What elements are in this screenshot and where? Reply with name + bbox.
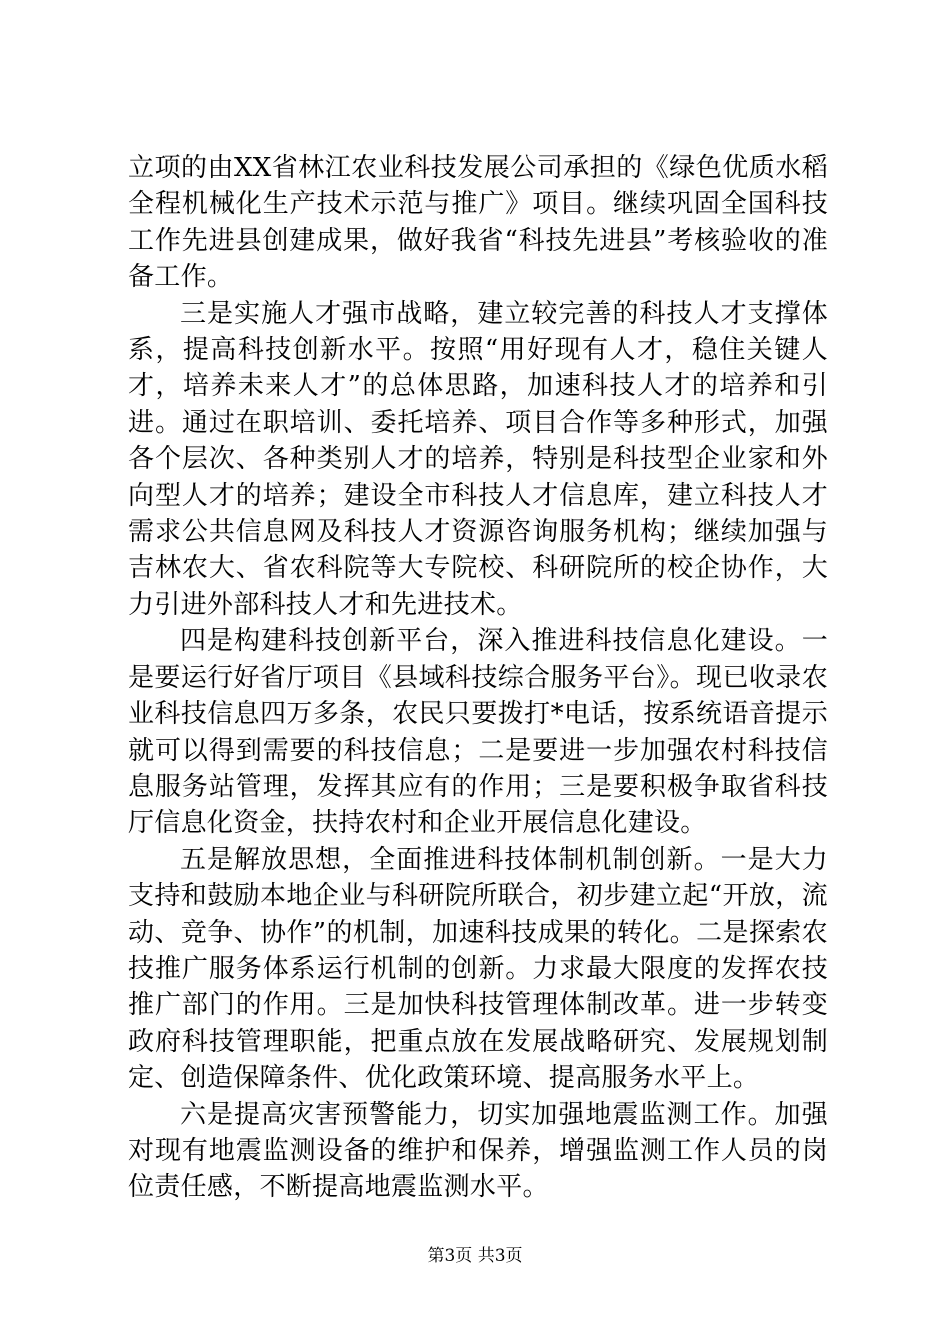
paragraph-item-four: 四是构建科技创新平台，深入推进科技信息化建设。一是要运行好省厅项目《县域科技综合服务平台》。现已收录农业科技信息四万多条，农民只要拨打*电话，按系统语音提示就可以得到需要的科技信息；二是要进一步加强农村科技信息服务站管理，发挥其应有的作用；三是要积极争取省科技厅信息化资金，扶持农村和企业开展信息化建设。: [128, 626, 828, 839]
document-body: [128, 150, 828, 1206]
paragraph-continuation: 立项的由XX省林江农业科技发展公司承担的《绿色优质水稻全程机械化生产技术示范与推广》项目。继续巩固全国科技工作先进县创建成果，做好我省“科技先进县”考核验收的准备工作。: [128, 153, 828, 293]
paragraph-item-six: 六是提高灾害预警能力，切实加强地震监测工作。加强对现有地震监测设备的维护和保养，增强监测工作人员的岗位责任感，不断提高地震监测水平。: [128, 1099, 828, 1203]
paragraph-item-five: 五是解放思想，全面推进科技体制机制创新。一是大力支持和鼓励本地企业与科研院所联合，初步建立起“开放，流动、竞争、协作”的机制，加速科技成果的转化。二是探索农技推广服务体系运行机制的创新。力求最大限度的发挥农技推广部门的作用。三是加快科技管理体制改革。进一步转变政府科技管理职能，把重点放在发展战略研究、发展规划制定、创造保障条件、优化政策环境、提高服务水平上。: [128, 844, 828, 1094]
page-footer: 第3页 共3页: [427, 1246, 523, 1266]
paragraph-item-three: 三是实施人才强市战略，建立较完善的科技人才支撑体系，提高科技创新水平。按照“用好现有人才，稳住关键人才，培养未来人才”的总体思路，加速科技人才的培养和引进。通过在职培训、委托培养、项目合作等多种形式，加强各个层次、各种类别人才的培养，特别是科技型企业家和外向型人才的培养；建设全市科技人才信息库，建立科技人才需求公共信息网及科技人才资源咨询服务机构；继续加强与吉林农大、省农科院等大专院校、科研院所的校企协作，大力引进外部科技人才和先进技术。: [128, 298, 828, 620]
